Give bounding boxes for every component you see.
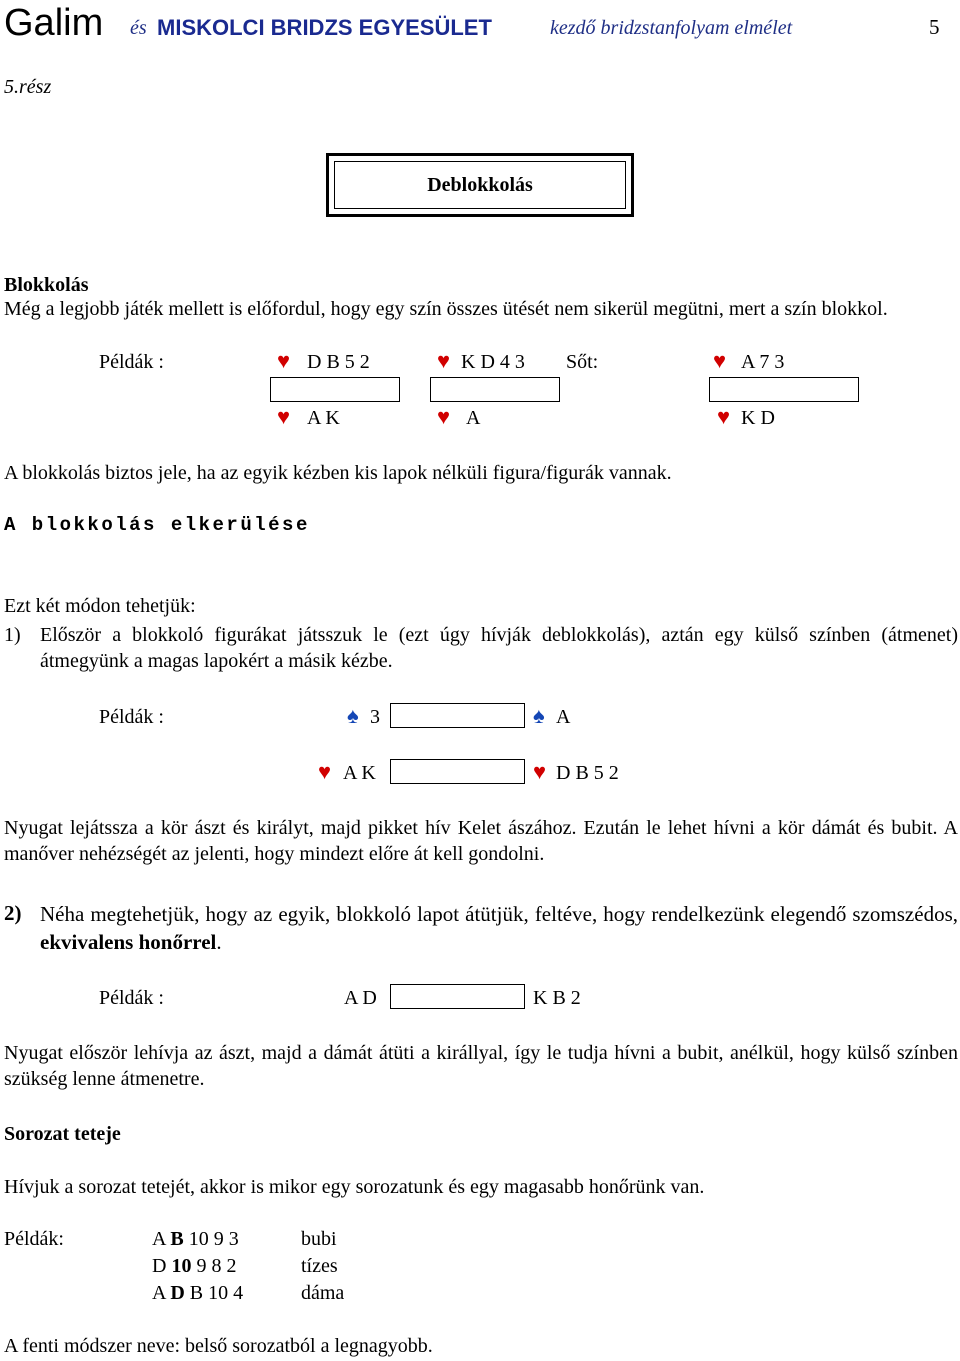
section-heading-blokkolas: Blokkolás bbox=[4, 274, 89, 296]
heart-west: A K bbox=[343, 762, 376, 784]
header-club-name: MISKOLCI BRIDZS EGYESÜLET bbox=[157, 15, 492, 40]
header-conjunction: és bbox=[130, 17, 147, 39]
heart-icon: ♥ bbox=[533, 759, 547, 784]
spade-east: A bbox=[556, 706, 571, 728]
sequence-rest: 9 8 2 bbox=[191, 1255, 237, 1277]
table-box bbox=[270, 377, 400, 402]
heart-icon: ♥ bbox=[437, 348, 451, 373]
sequence-lead: 10 bbox=[171, 1255, 192, 1277]
sequence-pre: D bbox=[152, 1255, 172, 1277]
part-label: 5.rész bbox=[4, 76, 52, 98]
item2-text-a: Néha megtehetjük, hogy az egyik, blokkoló lapot átütjük, feltéve, hogy rendelkezünk elegendő szomszédos, bbox=[40, 902, 958, 926]
table-box bbox=[390, 759, 525, 784]
spade-icon: ♠ bbox=[347, 703, 359, 728]
examples-label-4: Példák: bbox=[4, 1228, 64, 1250]
example3-bottom: K D bbox=[741, 407, 775, 429]
title-box bbox=[326, 153, 634, 217]
item1-number: 1) bbox=[4, 624, 21, 646]
example1-bottom: A K bbox=[307, 407, 340, 429]
example2-top: K D 4 3 bbox=[461, 351, 525, 373]
examples-label-2: Példák : bbox=[99, 706, 164, 728]
example1-top: D B 5 2 bbox=[307, 351, 370, 373]
examples-label-3: Példák : bbox=[99, 987, 164, 1009]
header-course: kezdő bridzstanfolyam elmélet bbox=[550, 17, 793, 39]
example2-bottom: A bbox=[466, 407, 481, 429]
table-box bbox=[390, 703, 525, 728]
spade-west: 3 bbox=[370, 706, 380, 728]
sequence-lead: D bbox=[170, 1282, 185, 1304]
item1-text: Először a blokkoló figurákat játsszuk le (ezt úgy hívják deblokkolás), aztán egy külső színben (átmenet) átmegyünk a magas lapokért a másik kézbe. bbox=[40, 624, 958, 672]
sequence-result: tízes bbox=[301, 1255, 338, 1277]
page-title: Deblokkolás bbox=[334, 161, 626, 209]
heart-icon: ♥ bbox=[277, 348, 291, 373]
example-west: A D bbox=[344, 987, 377, 1009]
blokkolas-sign-text: A blokkolás biztos jele, ha az egyik kézben kis lapok nélküli figura/figurák vannak. bbox=[4, 462, 672, 484]
spade-icon: ♠ bbox=[533, 703, 545, 728]
sequence-row bbox=[152, 1229, 239, 1249]
heart-icon: ♥ bbox=[318, 759, 332, 784]
item2-text bbox=[40, 900, 958, 956]
examples-label-1: Példák : bbox=[99, 351, 164, 373]
method-name-text: A fenti módszer neve: belső sorozatból a legnagyobb. bbox=[4, 1335, 433, 1357]
table-box bbox=[709, 377, 859, 402]
heart-icon: ♥ bbox=[277, 404, 291, 429]
sequence-rest: B 10 4 bbox=[184, 1282, 244, 1304]
page-number: 5 bbox=[929, 15, 940, 39]
sequence-result: bubi bbox=[301, 1228, 337, 1250]
item2-number: 2) bbox=[4, 901, 22, 925]
explanation-1: Nyugat lejátssza a kör ászt és királyt, majd pikket hív Kelet ászához. Ezután le lehet hívni a kör dámát és bubit. A manőver nehézségét az jelenti, hogy mindezt előre át kell gondolni. bbox=[4, 817, 958, 865]
heart-east: D B 5 2 bbox=[556, 762, 619, 784]
sequence-rest: 10 9 3 bbox=[183, 1228, 239, 1250]
sequence-row bbox=[152, 1283, 243, 1303]
table-box bbox=[430, 377, 560, 402]
sequence-result: dáma bbox=[301, 1282, 345, 1304]
explanation-2: Nyugat először lehívja az ászt, majd a dámát átüti a királlyal, így le tudja hívni a bubit, anélkül, hogy külső színben szükség lenne átmenetre. bbox=[4, 1042, 958, 1090]
table-box bbox=[390, 984, 525, 1009]
sequence-pre: A bbox=[152, 1228, 171, 1250]
sequence-row bbox=[152, 1256, 236, 1276]
heart-icon: ♥ bbox=[713, 348, 727, 373]
intro-text: Ezt két módon tehetjük: bbox=[4, 595, 196, 617]
sequence-pre: A bbox=[152, 1282, 171, 1304]
heart-icon: ♥ bbox=[437, 404, 451, 429]
example-east: K B 2 bbox=[533, 987, 581, 1009]
item2-text-end: . bbox=[216, 930, 222, 954]
item2-text-bold: ekvivalens honőrrel bbox=[40, 930, 217, 954]
sequence-lead: B bbox=[170, 1228, 184, 1250]
sorozat-text: Hívjuk a sorozat tetejét, akkor is mikor egy sorozatunk és egy magasabb honőrünk van. bbox=[4, 1176, 705, 1198]
example3-top: A 7 3 bbox=[741, 351, 785, 373]
sot-label: Sőt: bbox=[566, 351, 599, 373]
section-heading-elkerules: A blokkolás elkerülése bbox=[4, 514, 310, 536]
section-text-blokkolas: Még a legjobb játék mellett is előfordul, hogy egy szín összes ütését nem sikerül megütni, mert a szín blokkol. bbox=[4, 298, 888, 320]
heart-icon: ♥ bbox=[717, 404, 731, 429]
section-heading-sorozat: Sorozat teteje bbox=[4, 1123, 121, 1145]
header-brand: Galim bbox=[4, 2, 104, 44]
